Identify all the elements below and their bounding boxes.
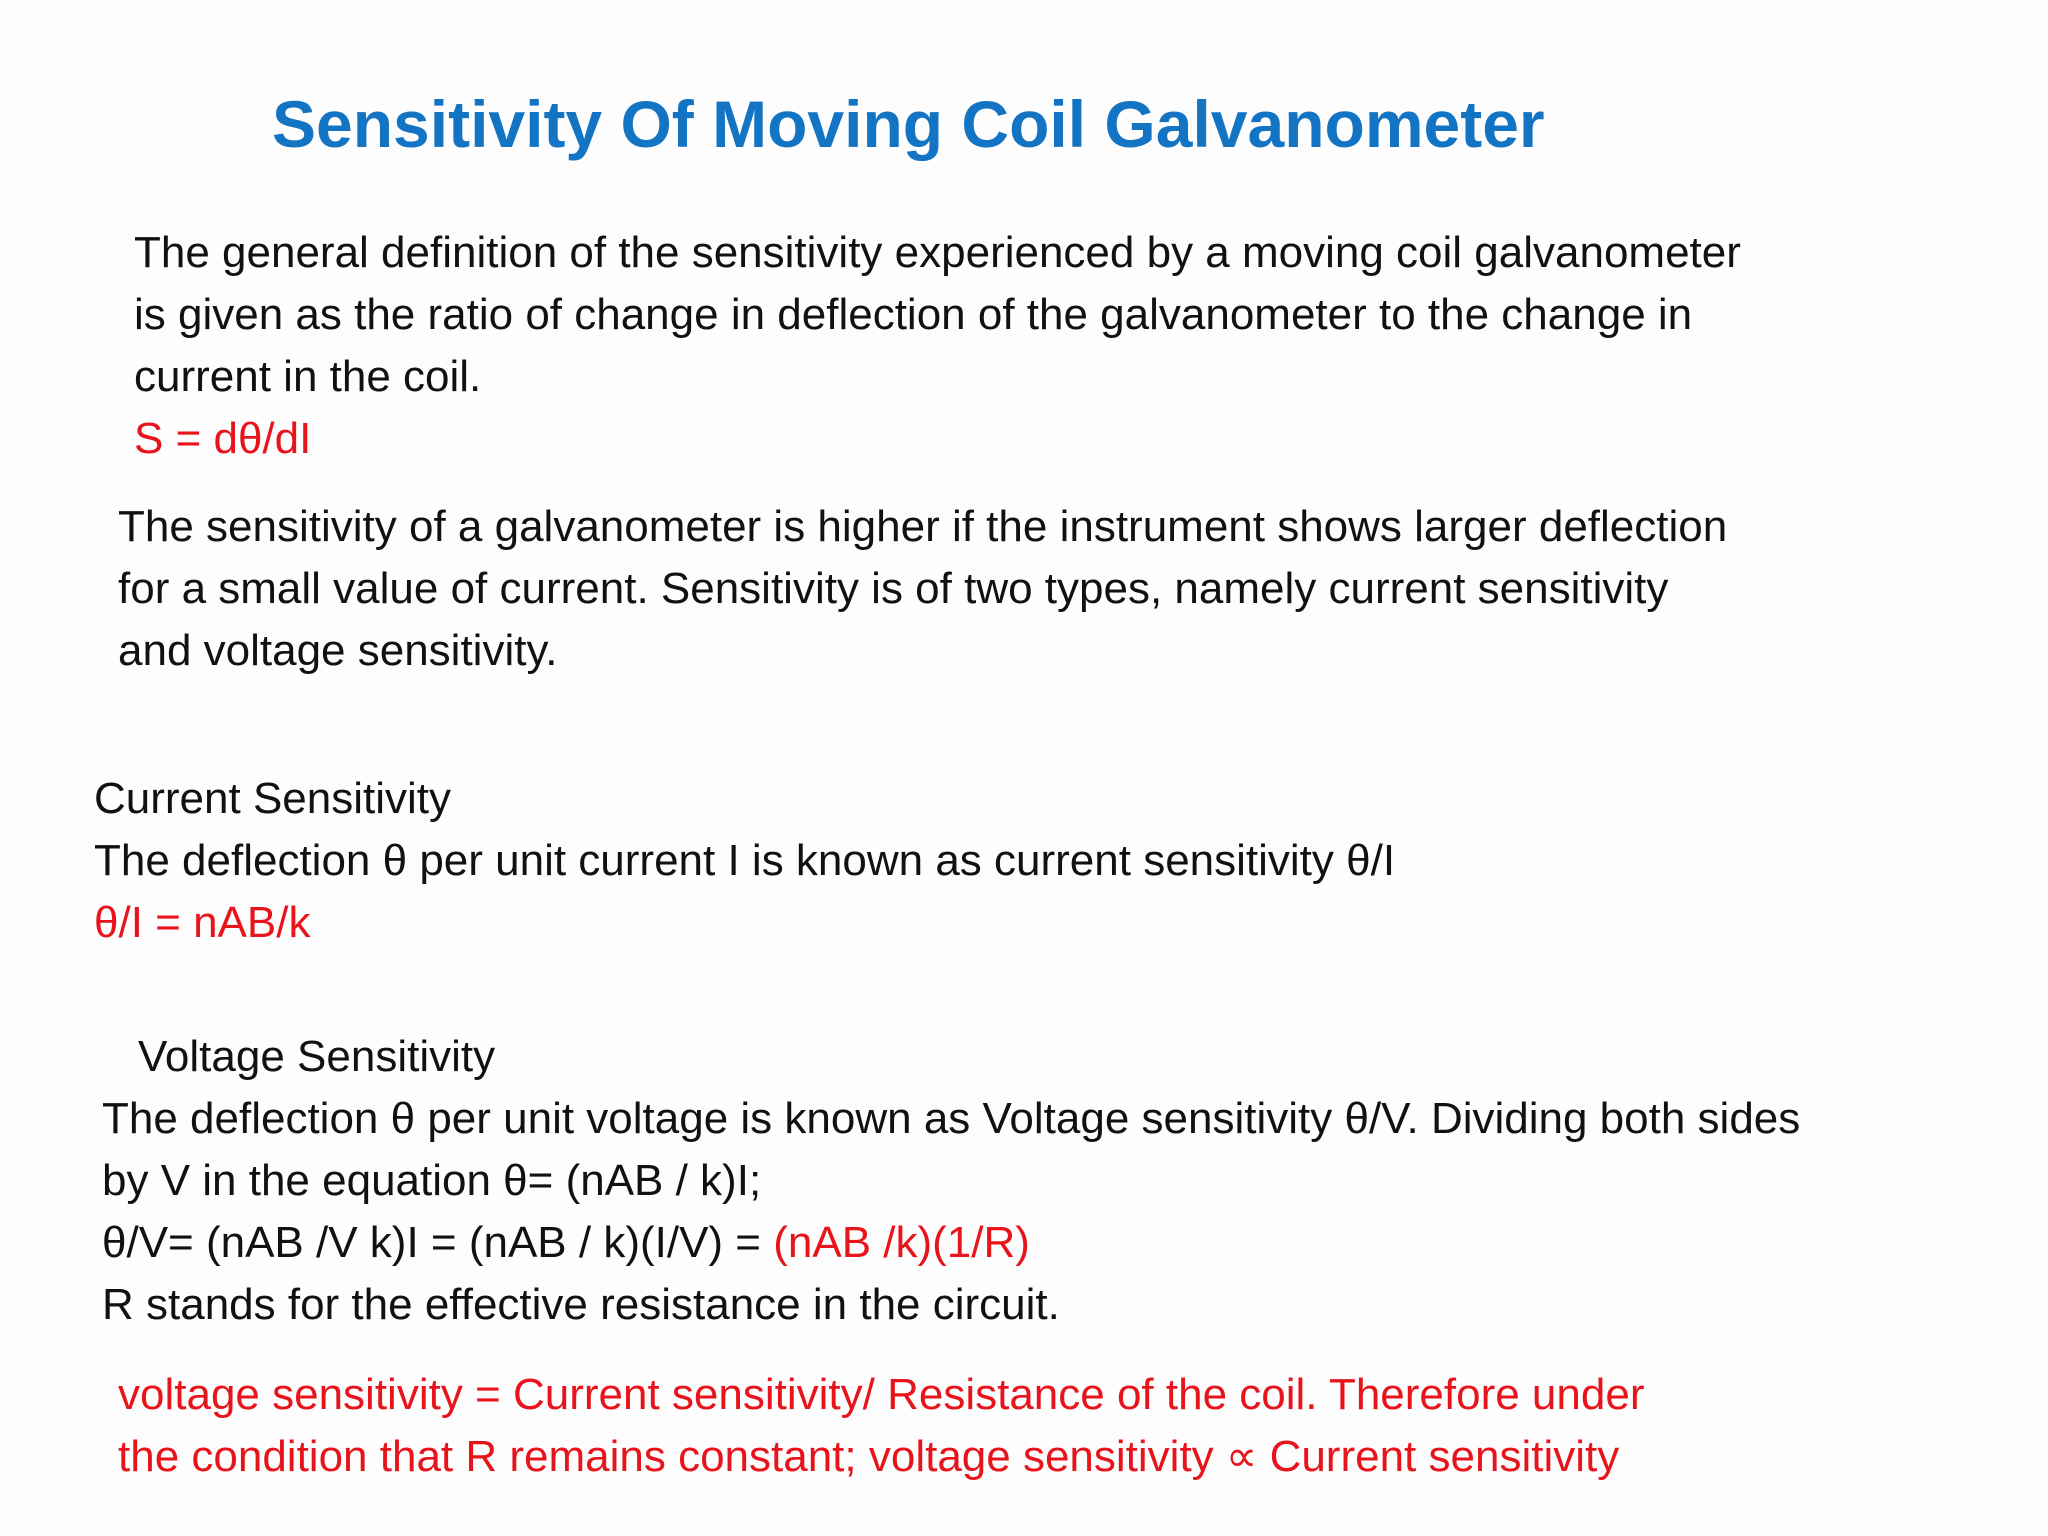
current-sensitivity-heading: Current Sensitivity <box>94 774 452 823</box>
types-line: The sensitivity of a galvanometer is higher if the instrument shows larger deflection <box>118 502 1728 551</box>
types-line: for a small value of current. Sensitivity is of two types, namely current sensitivity <box>118 564 1669 613</box>
conclusion-paragraph <box>118 1364 1644 1488</box>
definition-line: current in the coil. <box>134 352 482 401</box>
definition-paragraph <box>134 222 1741 470</box>
voltage-sensitivity-line: The deflection θ per unit voltage is known as Voltage sensitivity θ/V. Dividing both sides <box>102 1094 1801 1143</box>
voltage-sensitivity-heading: Voltage Sensitivity <box>138 1032 496 1081</box>
types-line: and voltage sensitivity. <box>118 626 558 675</box>
current-sensitivity-section <box>94 768 1395 954</box>
sensitivity-types-paragraph <box>118 496 1727 682</box>
voltage-sensitivity-section <box>102 1088 1800 1336</box>
voltage-sensitivity-heading-block <box>138 1026 495 1088</box>
sensitivity-formula: S = dθ/dI <box>134 414 312 463</box>
conclusion-line: voltage sensitivity = Current sensitivity/ Resistance of the coil. Therefore under <box>118 1370 1645 1419</box>
resistance-note: R stands for the effective resistance in the circuit. <box>102 1280 1060 1329</box>
conclusion-line: the condition that R remains constant; voltage sensitivity ∝ Current sensitivity <box>118 1432 1620 1481</box>
current-sensitivity-formula: θ/I = nAB/k <box>94 898 311 947</box>
definition-line: The general definition of the sensitivity experienced by a moving coil galvanometer <box>134 228 1741 277</box>
slide-title: Sensitivity Of Moving Coil Galvanometer <box>272 87 1545 161</box>
definition-line: is given as the ratio of change in deflection of the galvanometer to the change in <box>134 290 1693 339</box>
voltage-sensitivity-line: by V in the equation θ= (nAB / k)I; <box>102 1156 762 1205</box>
current-sensitivity-description: The deflection θ per unit current I is known as current sensitivity θ/I <box>94 836 1396 885</box>
equation-prefix: θ/V= (nAB /V k)I = (nAB / k)(I/V) = <box>102 1218 774 1267</box>
voltage-sensitivity-equation <box>102 1212 1800 1274</box>
equation-result: (nAB /k)(1/R) <box>773 1218 1030 1267</box>
